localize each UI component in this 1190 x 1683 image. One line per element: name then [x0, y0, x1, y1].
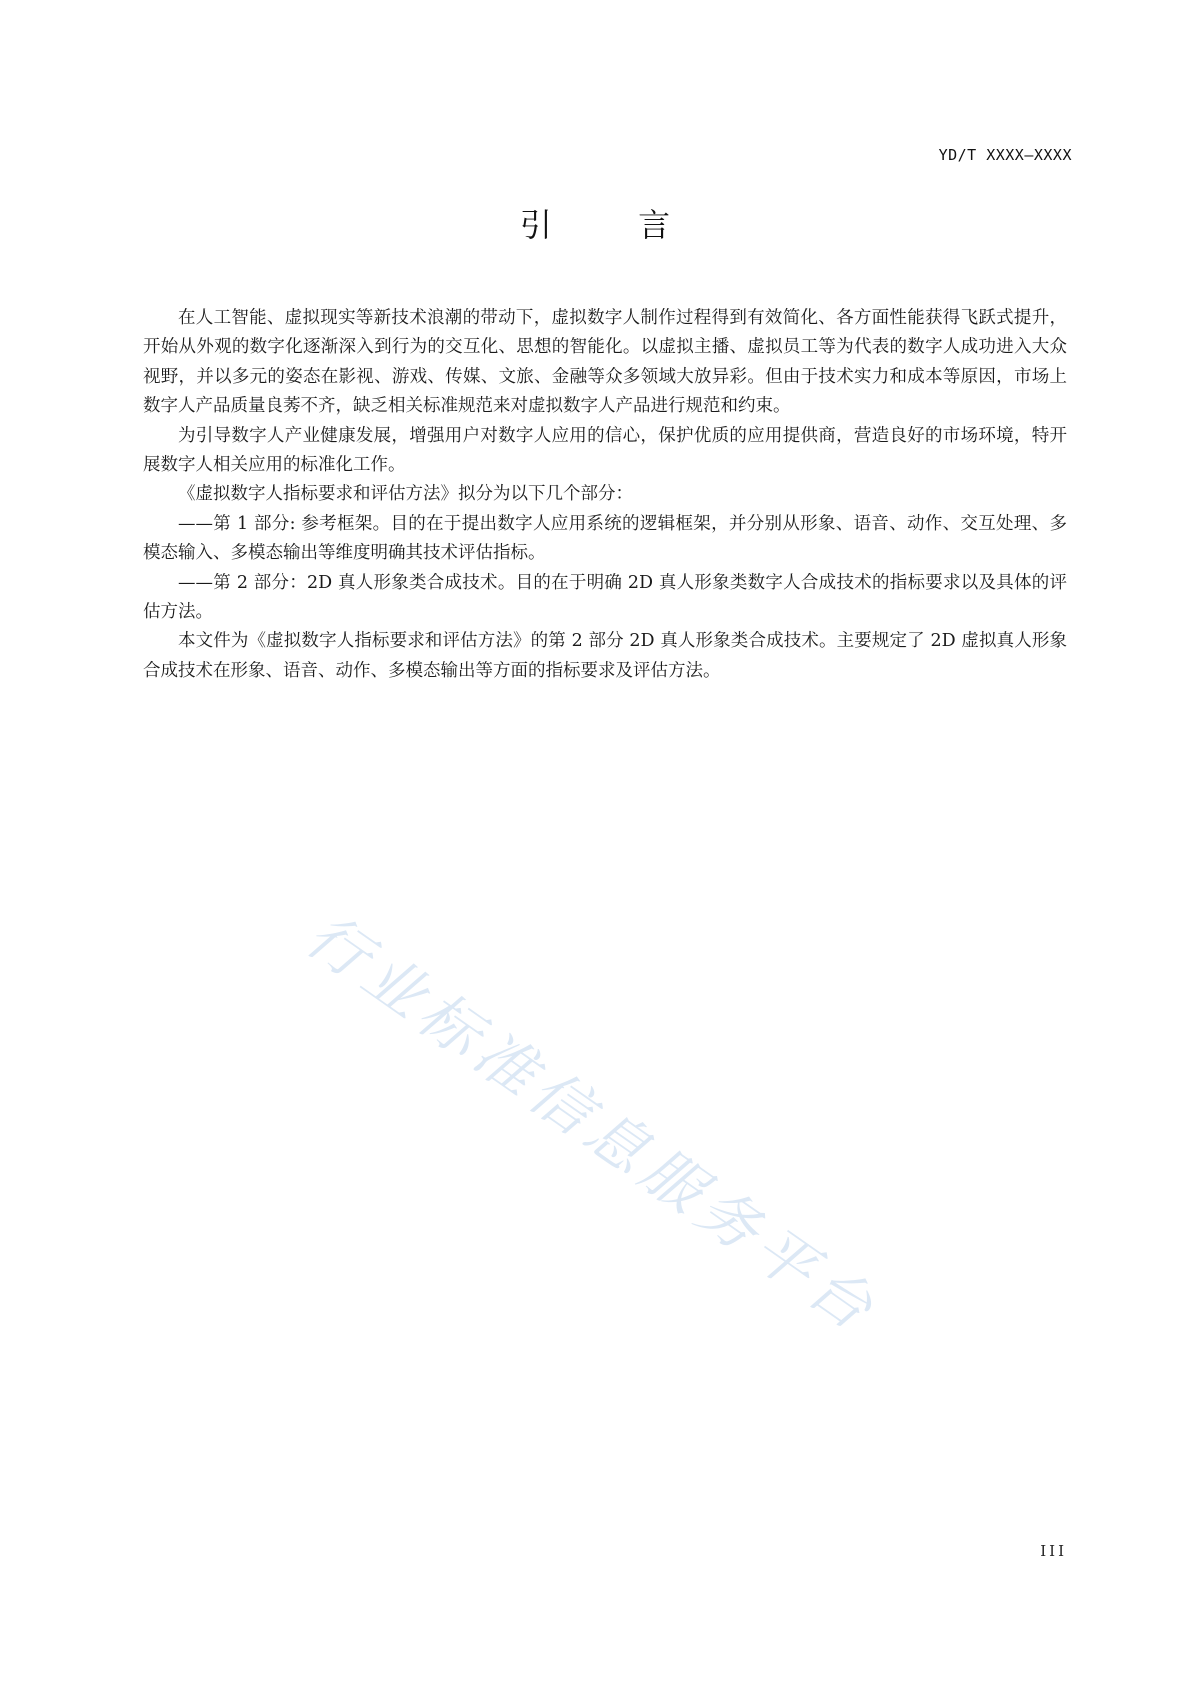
- paragraph: 为引导数字人产业健康发展，增强用户对数字人应用的信心，保护优质的应用提供商，营造良好的市场环境，特开展数字人相关应用的标准化工作。: [143, 425, 1067, 476]
- paragraph: ——第 2 部分：2D 真人形象类合成技术。目的在于明确 2D 真人形象类数字人合成技术的指标要求以及具体的评估方法。: [143, 572, 1067, 623]
- page-title: 引 言: [519, 206, 709, 244]
- watermark: 行业标准信息服务平台: [293, 900, 891, 1348]
- page-number: III: [1040, 1542, 1067, 1560]
- paragraph: 本文件为《虚拟数字人指标要求和评估方法》的第 2 部分 2D 真人形象类合成技术。主要规定了 2D 虚拟真人形象合成技术在形象、语音、动作、多模态输出等方面的指标要求及评估方法。: [143, 631, 1067, 681]
- document-code: YD/T XXXX—XXXX: [938, 146, 1072, 164]
- paragraph: 在人工智能、虚拟现实等新技术浪潮的带动下，虚拟数字人制作过程得到有效简化、各方面性能获得飞跃式提升，开始从外观的数字化逐渐深入到行为的交互化、思想的智能化。以虚拟主播、虚拟员工等为代表的数字人成功进入大众视野，并以多元的姿态在影视、游戏、传媒、文旅、金融等众多领域大放异彩。但由于技术实力和成本等原因，市场上数字人产品质量良莠不齐，缺乏相关标准规范来对虚拟数字人产品进行规范和约束。: [143, 308, 1067, 417]
- paragraph: ——第 1 部分: 参考框架。目的在于提出数字人应用系统的逻辑框架，并分别从形象、语音、动作、交互处理、多模态输入、多模态输出等维度明确其技术评估指标。: [143, 513, 1067, 564]
- paragraph: 《虚拟数字人指标要求和评估方法》拟分为以下几个部分：: [178, 484, 633, 505]
- body-text: [143, 304, 1067, 686]
